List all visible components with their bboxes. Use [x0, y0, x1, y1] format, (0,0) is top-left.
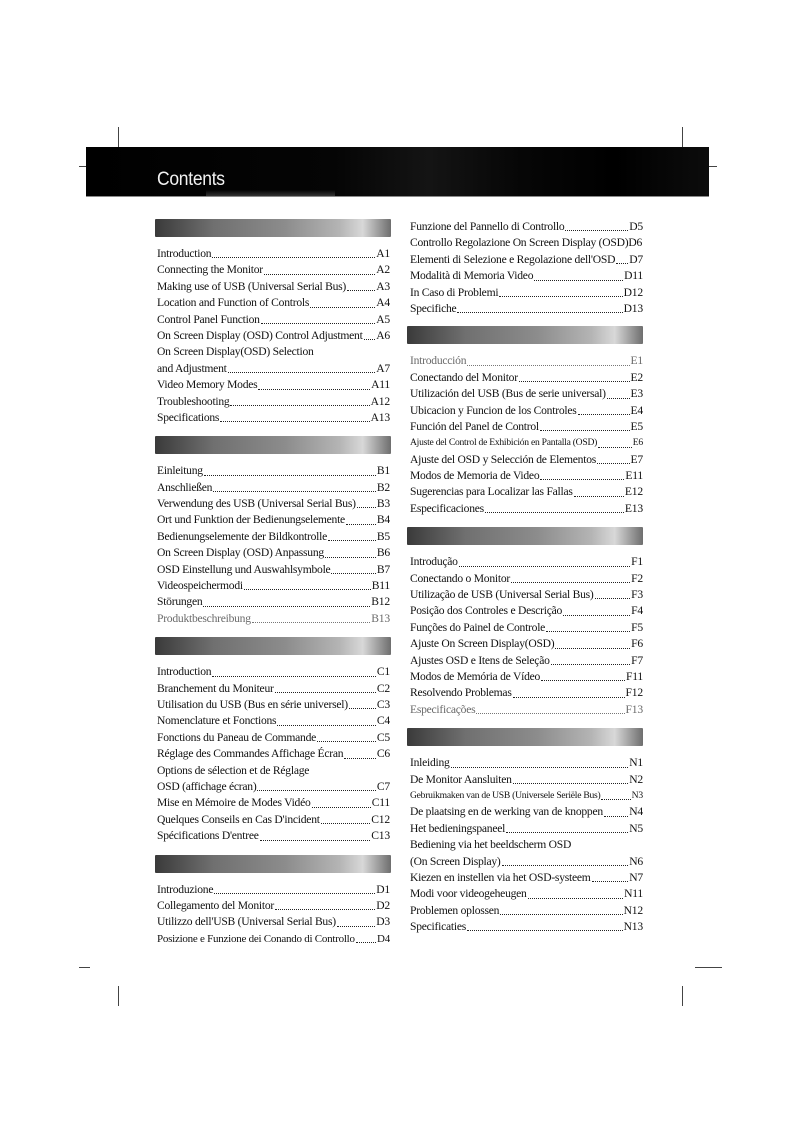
dot-leader — [260, 840, 371, 841]
dot-leader — [203, 606, 370, 607]
contents-header-bar — [86, 147, 709, 197]
toc-entry[interactable]: Mise en Mémoire de Modes Vidéo C11 — [157, 796, 390, 810]
toc-entry[interactable]: Utilizzo dell'USB (Universal Serial Bus) D3 — [157, 915, 390, 929]
toc-entry[interactable]: Specificaties N13 — [410, 920, 643, 934]
toc-entry[interactable]: Ajustes OSD e Itens de Seleção F7 — [410, 653, 643, 667]
dot-leader — [344, 758, 376, 759]
dot-leader — [519, 381, 630, 382]
toc-entry[interactable]: Specifications A13 — [157, 410, 390, 424]
dot-leader — [275, 692, 376, 693]
crop-mark-top-right-h — [709, 166, 717, 167]
toc-entry[interactable]: Verwendung des USB (Universal Serial Bus) B3 — [157, 497, 390, 511]
section-header-bar — [407, 527, 643, 545]
crop-mark-top-left-h — [79, 166, 86, 167]
toc-entry[interactable]: Gebruikmaken van de USB (Universele Seriële Bus) N3 — [410, 789, 643, 801]
toc-entry[interactable]: Modos de Memória de Vídeo F11 — [410, 669, 643, 683]
toc-entry[interactable]: Modalità di Memoria Video D11 — [410, 269, 643, 283]
toc-entry[interactable]: Produktbeschreibung B13 — [157, 611, 390, 625]
toc-entry[interactable]: Control Panel Function A5 — [157, 312, 390, 326]
section-header-bar — [155, 637, 391, 655]
toc-section-italian-part2 — [410, 219, 643, 317]
toc-entry[interactable]: Nomenclature et Fonctions C4 — [157, 714, 390, 728]
dot-leader — [467, 365, 629, 366]
toc-entry[interactable]: Funções do Painel de Controle F5 — [410, 620, 643, 634]
crop-mark-bottom-left-v — [118, 986, 119, 1006]
toc-entry[interactable]: Introdução F1 — [410, 555, 643, 569]
toc-entry[interactable]: Especificaciones E13 — [410, 501, 643, 515]
toc-entry[interactable]: Posizione e Funzione dei Conando di Controllo D4 — [157, 932, 390, 945]
dot-leader — [616, 263, 628, 264]
crop-mark-top-right-v — [682, 127, 683, 147]
crop-mark-bottom-right-h — [695, 967, 722, 968]
toc-entry[interactable]: Störungen B12 — [157, 595, 390, 609]
dot-leader — [357, 507, 376, 508]
toc-entry[interactable]: Het bedieningspaneel N5 — [410, 821, 643, 835]
dot-leader — [257, 790, 375, 791]
dot-leader — [499, 296, 622, 297]
toc-entry[interactable]: Ort und Funktion der Bedienungselemente B4 — [157, 513, 390, 527]
dot-leader — [565, 230, 628, 231]
toc-entry[interactable]: Resolvendo Problemas F12 — [410, 686, 643, 700]
toc-entry[interactable]: Videospeichermodi B11 — [157, 579, 390, 593]
dot-leader — [578, 414, 630, 415]
toc-entry[interactable]: Funzione del Pannello di Controllo D5 — [410, 220, 643, 233]
dot-leader — [597, 463, 630, 464]
toc-entry[interactable]: OSD Einstellung und Auswahlsymbole B7 — [157, 562, 390, 576]
toc-entry[interactable]: Fonctions du Paneau de Commande C5 — [157, 730, 390, 744]
dot-leader — [325, 557, 376, 558]
toc-entry[interactable]: Quelques Conseils en Cas D'incident C12 — [157, 812, 390, 826]
dot-leader — [541, 680, 625, 681]
dot-leader — [312, 807, 371, 808]
toc-entry[interactable]: Función del Panel de Control E5 — [410, 419, 643, 433]
toc-left-column — [157, 219, 390, 957]
dot-leader — [328, 540, 376, 541]
dot-leader — [264, 274, 375, 275]
dot-leader — [346, 524, 376, 525]
toc-section-german — [157, 436, 390, 627]
toc-entry[interactable]: Video Memory Modes A11 — [157, 378, 390, 392]
dot-leader — [321, 823, 371, 824]
toc-entry[interactable]: Collegamento del Monitor D2 — [157, 898, 390, 912]
dot-leader — [252, 622, 370, 623]
toc-entry[interactable]: Utilização de USB (Universal Serial Bus) F3 — [410, 588, 643, 602]
dot-leader — [546, 631, 630, 632]
toc-entry[interactable]: Réglage des Commandes Affichage Écran C6 — [157, 747, 390, 761]
toc-entry[interactable]: Modos de Memoria de Video E11 — [410, 469, 643, 483]
dot-leader — [275, 909, 375, 910]
dot-leader — [598, 447, 632, 448]
toc-section-italian-part1 — [157, 855, 390, 948]
toc-entry[interactable]: Bediening via het beeldscherm OSD — [410, 838, 572, 852]
dot-leader — [459, 566, 630, 567]
dot-leader — [500, 914, 622, 915]
dot-leader — [244, 589, 371, 590]
dot-leader — [476, 713, 624, 714]
toc-entry[interactable]: Anschließen B2 — [157, 480, 390, 494]
toc-entry[interactable]: Connecting the Monitor A2 — [157, 263, 390, 277]
toc-entry[interactable]: Einleitung B1 — [157, 464, 390, 478]
toc-entry[interactable]: Ajuste del OSD y Selección de Elementos E7 — [410, 452, 643, 466]
dot-leader — [601, 799, 630, 800]
toc-entry[interactable]: Conectando o Monitor F2 — [410, 571, 643, 585]
toc-entry[interactable]: De Monitor Aansluiten N2 — [410, 772, 643, 786]
toc-entry[interactable]: and Adjustment A7 — [157, 361, 390, 375]
toc-entry[interactable]: Introduction C1 — [157, 665, 390, 679]
dot-leader — [349, 708, 376, 709]
toc-entry[interactable]: Introduction A1 — [157, 247, 390, 260]
toc-entry[interactable]: Introduzione D1 — [157, 882, 390, 896]
dot-leader — [534, 280, 623, 281]
dot-leader — [604, 816, 628, 817]
toc-entry[interactable]: De plaatsing en de werking van de knoppen N4 — [410, 805, 643, 819]
dot-leader — [513, 697, 625, 698]
dot-leader — [511, 582, 630, 583]
dot-leader — [337, 926, 375, 927]
dot-leader — [467, 930, 623, 931]
toc-entry[interactable]: Branchement du Moniteur C2 — [157, 681, 390, 695]
toc-entry[interactable]: Bedienungselemente der Bildkontrolle B5 — [157, 529, 390, 543]
toc-section-french — [157, 637, 390, 844]
dot-leader — [595, 598, 631, 599]
dot-leader — [213, 491, 376, 492]
toc-entry[interactable]: Inleiding N1 — [410, 756, 643, 770]
toc-section-portuguese — [410, 527, 643, 718]
toc-entry[interactable]: Utilización del USB (Bus de serie universal) E3 — [410, 387, 643, 401]
dot-leader — [451, 767, 629, 768]
dot-leader — [540, 479, 624, 480]
toc-entry[interactable]: Sugerencias para Localizar las Fallas E12 — [410, 485, 643, 499]
toc-entry[interactable]: Utilisation du USB (Bus en série universel) C3 — [157, 697, 390, 711]
page-title: Contents — [157, 169, 225, 190]
toc-entry[interactable]: On Screen Display(OSD) Selection — [157, 345, 314, 359]
dot-leader — [563, 615, 630, 616]
toc-entry[interactable]: (On Screen Display) N6 — [410, 854, 643, 868]
dot-leader — [347, 290, 375, 291]
dot-leader — [214, 893, 375, 894]
toc-entry[interactable]: Kiezen en instellen via het OSD-systeem N7 — [410, 870, 643, 884]
toc-entry[interactable]: Controllo Regolazione On Screen Display (OSD) D6 — [410, 236, 643, 250]
toc-entry[interactable]: In Caso di Problemi D12 — [410, 285, 643, 299]
dot-leader — [506, 832, 628, 833]
dot-leader — [212, 676, 376, 677]
dot-leader — [457, 312, 622, 313]
dot-leader — [331, 573, 375, 574]
crop-mark-bottom-left-h — [79, 967, 90, 968]
dot-leader — [574, 496, 624, 497]
dot-leader — [528, 898, 623, 899]
dot-leader — [551, 664, 630, 665]
dot-leader — [204, 475, 376, 476]
dot-leader — [261, 323, 376, 324]
dot-leader — [607, 398, 630, 399]
toc-entry[interactable]: Problemen oplossen N12 — [410, 903, 643, 917]
section-header-bar — [155, 436, 391, 454]
toc-section-english — [157, 219, 390, 426]
crop-mark-top-left-v — [118, 127, 119, 147]
dot-leader — [502, 865, 629, 866]
toc-entry[interactable]: Options de sélection et de Réglage — [157, 763, 310, 777]
toc-entry[interactable]: Ubicacion y Funcion de los Controles E4 — [410, 403, 643, 417]
dot-leader — [592, 881, 629, 882]
toc-entry[interactable]: Ajuste On Screen Display(OSD) F6 — [410, 637, 643, 651]
toc-entry[interactable]: Specifiche D13 — [410, 301, 643, 315]
section-header-bar — [155, 855, 391, 873]
dot-leader — [555, 648, 630, 649]
toc-entry[interactable]: Ajuste del Control de Exhibición en Pantalla (OSD) E6 — [410, 437, 643, 449]
toc-entry[interactable]: Especificações F13 — [410, 702, 643, 716]
dot-leader — [364, 339, 376, 340]
section-header-bar — [407, 326, 643, 344]
dot-leader — [212, 257, 375, 258]
dot-leader — [356, 942, 376, 943]
dot-leader — [485, 512, 624, 513]
toc-entry[interactable]: On Screen Display (OSD) Anpassung B6 — [157, 546, 390, 560]
toc-entry[interactable]: Location and Function of Controls A4 — [157, 296, 390, 310]
dot-leader — [513, 783, 629, 784]
crop-mark-bottom-right-v — [682, 986, 683, 1006]
toc-right-column — [410, 219, 643, 945]
toc-entry[interactable]: Troubleshooting A12 — [157, 394, 390, 408]
dot-leader — [230, 405, 369, 406]
toc-entry[interactable]: Spécifications D'entree C13 — [157, 829, 390, 843]
toc-entry[interactable]: Making use of USB (Universal Serial Bus) A3 — [157, 279, 390, 293]
toc-entry[interactable]: Modi voor videogeheugen N11 — [410, 887, 643, 901]
dot-leader — [277, 725, 376, 726]
dot-leader — [317, 741, 376, 742]
toc-section-dutch — [410, 728, 643, 935]
toc-entry[interactable]: OSD (affichage écran) C7 — [157, 779, 390, 793]
section-header-bar — [155, 219, 391, 237]
dot-leader — [220, 421, 369, 422]
dot-leader — [310, 307, 375, 308]
toc-entry[interactable]: Elementi di Selezione e Regolazione dell'OSD D7 — [410, 252, 643, 266]
dot-leader — [540, 430, 630, 431]
toc-entry[interactable]: On Screen Display (OSD) Control Adjustment A6 — [157, 328, 390, 342]
toc-entry[interactable]: Posição dos Controles e Descrição F4 — [410, 604, 643, 618]
toc-entry[interactable]: Conectando del Monitor E2 — [410, 370, 643, 384]
dot-leader — [258, 389, 370, 390]
toc-section-spanish — [410, 326, 643, 517]
toc-entry[interactable]: Introducción E1 — [410, 354, 643, 368]
section-header-bar — [407, 728, 643, 746]
dot-leader — [228, 372, 376, 373]
